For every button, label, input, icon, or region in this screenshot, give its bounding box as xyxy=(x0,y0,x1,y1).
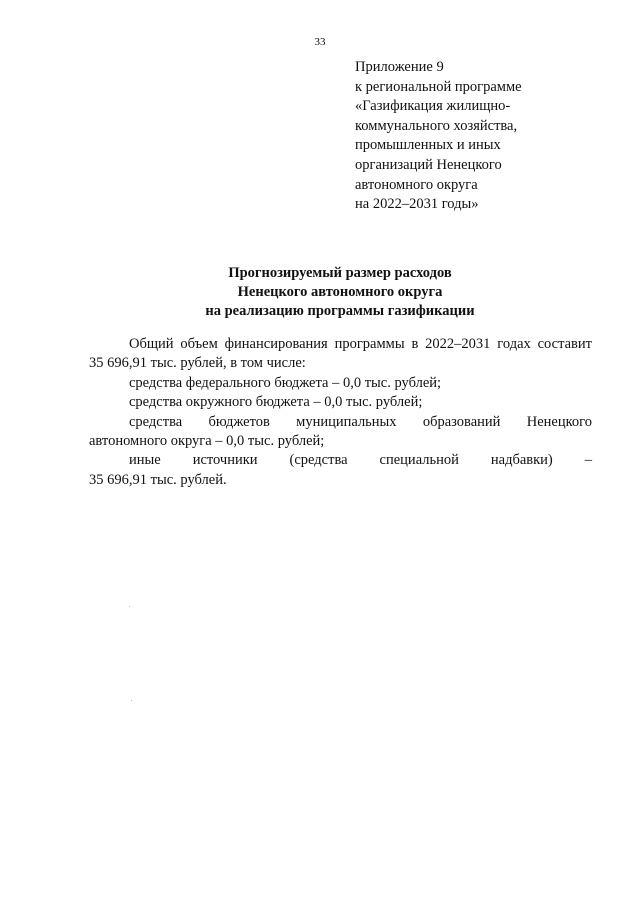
appendix-line: организаций Ненецкого xyxy=(355,156,502,173)
paragraph-total xyxy=(89,335,592,374)
appendix-line: промышленных и иных xyxy=(355,137,501,154)
scan-speck xyxy=(131,700,132,701)
paragraph-total-line2: 35 696,91 тыс. рублей, в том числе: xyxy=(89,355,306,372)
paragraph-total-line1: Общий объем финансирования программы в 2022–2031 годах составит xyxy=(129,336,592,352)
appendix-line: «Газификация жилищно- xyxy=(355,98,511,115)
document-body xyxy=(89,335,592,490)
title-line: на реализацию программы газификации xyxy=(205,303,475,319)
appendix-line: автономного округа xyxy=(355,176,478,193)
appendix-line: к региональной программе xyxy=(355,78,522,95)
paragraph-other-line2: 35 696,91 тыс. рублей. xyxy=(89,471,227,488)
paragraph-other xyxy=(89,451,592,490)
title-line: Прогнозируемый размер расходов xyxy=(228,265,452,281)
paragraph-municipal-line2: автономного округа – 0,0 тыс. рублей; xyxy=(89,433,325,450)
paragraph-other-line1: иные источники (средства специальной надбавки) – xyxy=(129,452,592,469)
document-title xyxy=(0,264,640,321)
paragraph-district: средства окружного бюджета – 0,0 тыс. рублей; xyxy=(129,394,423,411)
page-number: 33 xyxy=(314,36,326,48)
appendix-header xyxy=(355,58,605,215)
title-line: Ненецкого автономного округа xyxy=(237,284,443,300)
paragraph-municipal-line1: средства бюджетов муниципальных образований Ненецкого xyxy=(129,413,592,430)
appendix-line: Приложение 9 xyxy=(355,59,444,75)
scan-speck xyxy=(129,606,130,607)
paragraph-municipal xyxy=(89,413,592,452)
appendix-line: на 2022–2031 годы» xyxy=(355,196,479,213)
appendix-line: коммунального хозяйства, xyxy=(355,117,518,134)
paragraph-federal: средства федерального бюджета – 0,0 тыс. рублей; xyxy=(129,374,442,391)
